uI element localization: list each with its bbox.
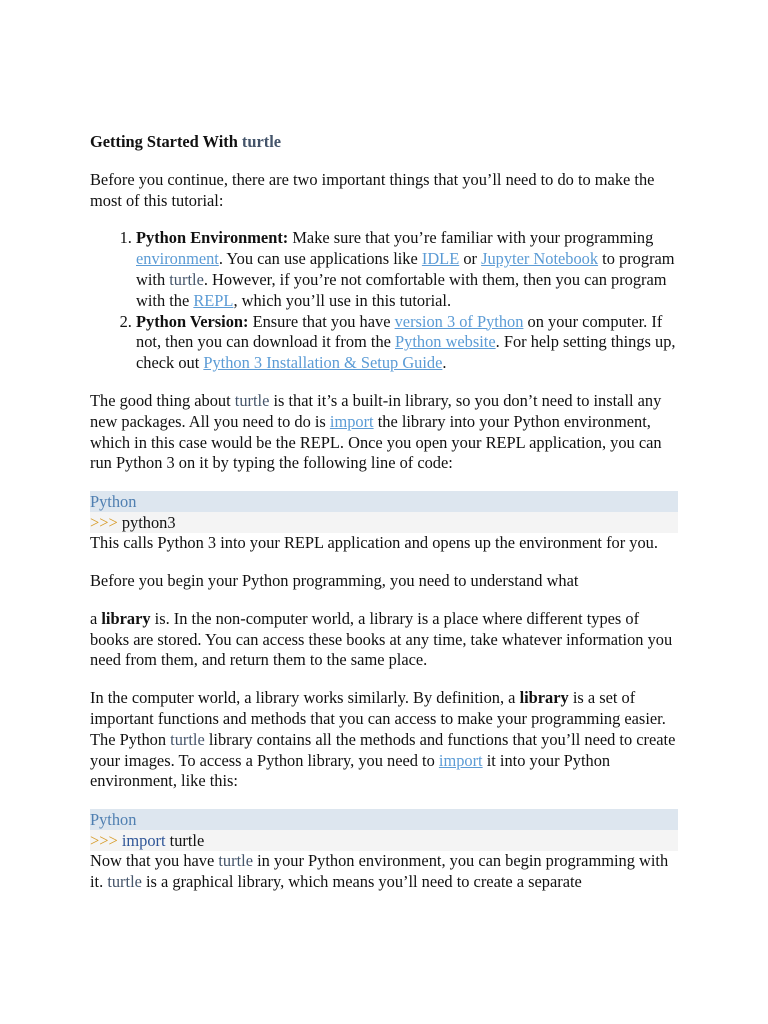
document-page — [90, 132, 680, 910]
python-website-link[interactable]: Python website — [395, 332, 496, 352]
turtle-module-name: turtle — [234, 390, 270, 410]
turtle-module-name: turtle — [170, 729, 205, 749]
code-block-language-label: Python — [90, 809, 678, 830]
code-block-line[interactable] — [90, 830, 678, 851]
repl-prompt: >>> — [90, 513, 118, 533]
repl-link[interactable]: REPL — [193, 290, 234, 310]
library-term: library — [519, 688, 569, 708]
python-version-link[interactable]: version 3 of Python — [394, 311, 524, 331]
import-link[interactable]: import — [438, 750, 483, 770]
list-item-label: Python Version: — [136, 311, 249, 331]
turtle-module-name: turtle — [169, 269, 204, 289]
import-keyword: import — [117, 831, 166, 851]
calls-paragraph: This calls Python 3 into your REPL application and opens up the environment for you. — [90, 533, 658, 553]
requirements-list — [90, 228, 680, 374]
builtin-paragraph: The good thing about turtle is that it’s a built-in library, so you don’t need to install any new packages. All you need to do is import the library into your Python environment, which in this case would be the REPL. Once you open your REPL application, you can run Python 3 on it by typing the following line of code: — [90, 390, 662, 473]
import-link[interactable]: import — [329, 411, 374, 431]
code-block-language-label: Python — [90, 491, 678, 512]
computer-library-paragraph: In the computer world, a library works similarly. By definition, a library is a set of important functions and methods that you can access to make your programming easier. The Python turtle library contains all the methods and functions that you’ll need to create your images. To access a Python library, you need to import it into your Python environment, like this: — [90, 688, 676, 791]
library-term: library — [101, 608, 151, 628]
code-block-line[interactable] — [90, 512, 678, 533]
idle-link[interactable]: IDLE — [421, 249, 460, 269]
section-heading: Getting Started With turtle — [90, 132, 282, 151]
now-paragraph: Now that you have turtle in your Python environment, you can begin programming with it. turtle is a graphical library, which means you’ll need to create a separate — [90, 851, 669, 891]
jupyter-notebook-link[interactable]: Jupyter Notebook — [481, 249, 599, 269]
list-item: 1. Python Environment: Make sure that you’re familiar with your programming environment. You can use applications like IDLE or Jupyter Notebook to program with turtle. However, if you’re not comfortable with them, then you can program with the REPL, which you’ll use in this tutorial. — [136, 228, 680, 311]
environment-link[interactable]: environment — [136, 249, 219, 269]
list-item-label: Python Environment: — [136, 228, 289, 248]
intro-paragraph: Before you continue, there are two important things that you’ll need to do to make the most of this tutorial: — [90, 169, 655, 210]
code-text: turtle — [165, 831, 205, 851]
turtle-module-name: turtle — [107, 871, 142, 891]
turtle-module-name: turtle — [218, 851, 253, 871]
repl-prompt: >>> — [90, 831, 118, 851]
setup-guide-link[interactable]: Python 3 Installation & Setup Guide — [203, 353, 443, 373]
turtle-module-name: turtle — [241, 132, 282, 151]
before-paragraph: Before you begin your Python programming, you need to understand what — [90, 570, 579, 590]
library-definition-paragraph: a library is. In the non-computer world, a library is a place where different types of books are stored. You can access these books at any time, take whatever information you need from them, and return them to the same place. — [90, 608, 673, 670]
list-item: 2. Python Version: Ensure that you have version 3 of Python on your computer. If not, then you can download it from the Python website. For help setting things up, check out Python 3 Installation & Setup Guide. — [136, 312, 680, 374]
code-text: python3 — [117, 513, 176, 533]
